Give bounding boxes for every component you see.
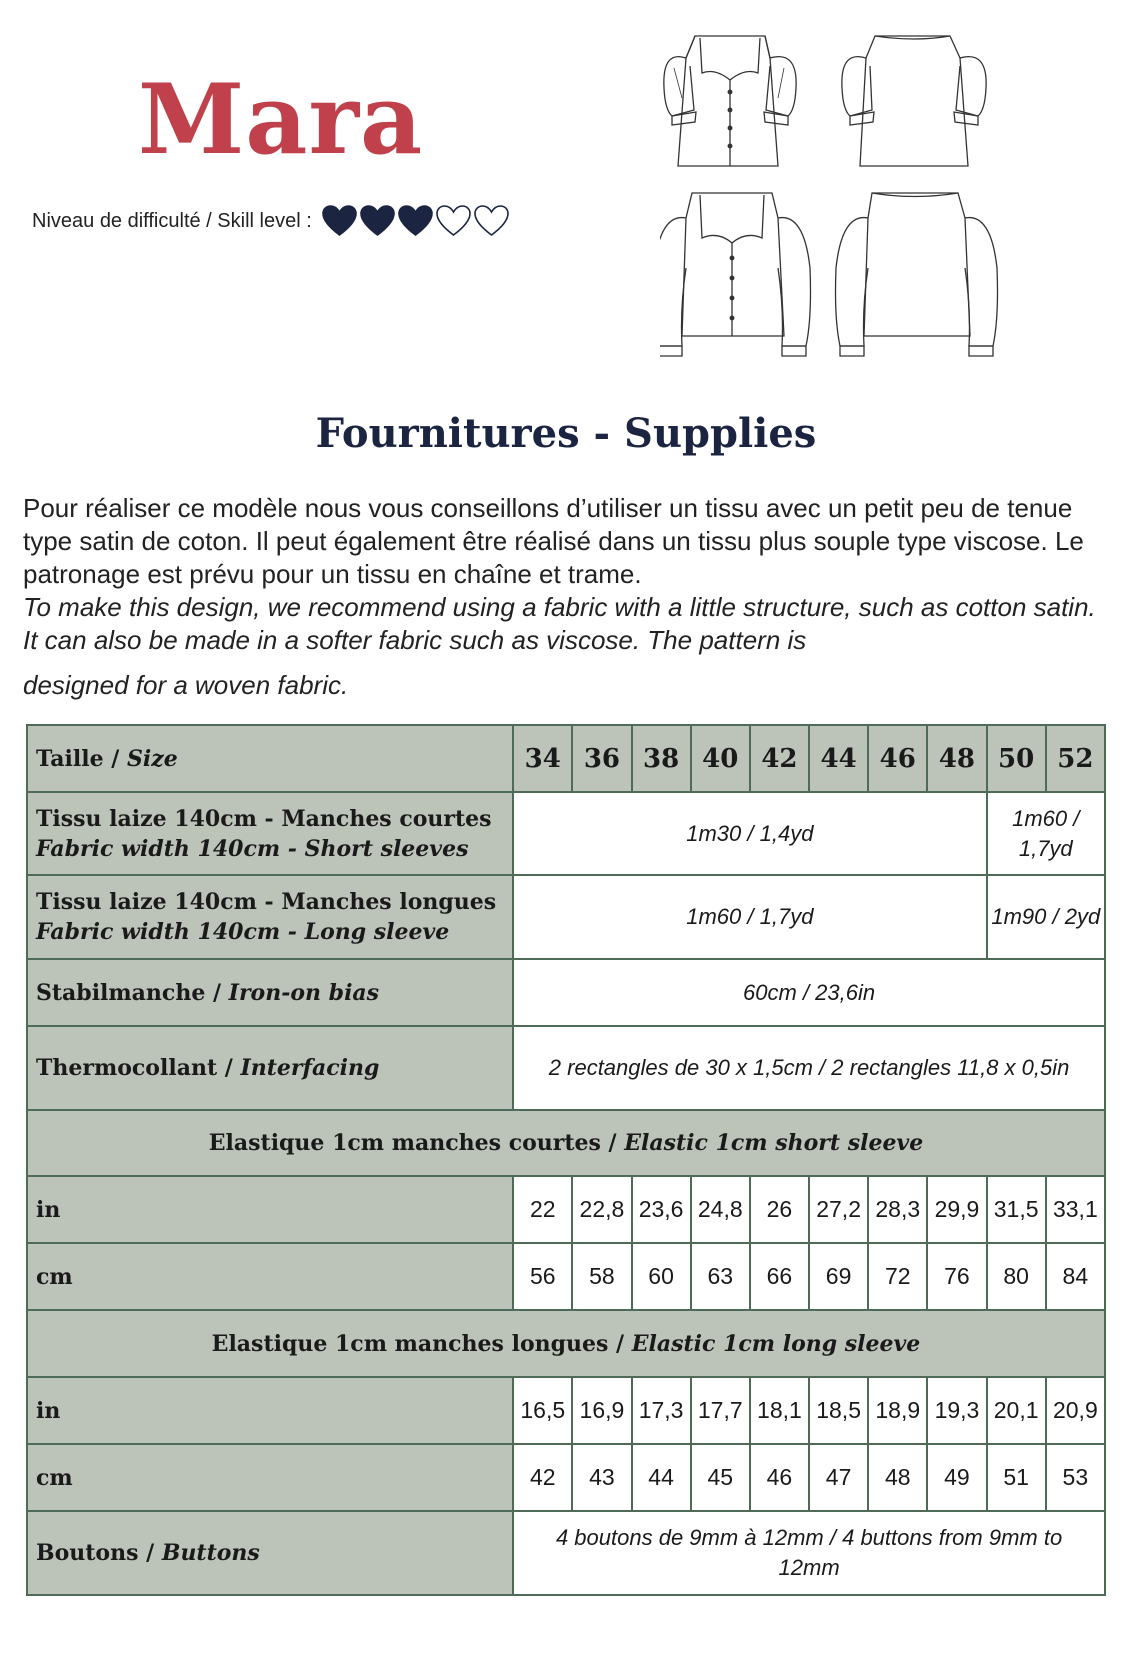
- value-cell: 49: [927, 1444, 986, 1511]
- value-cell: 42: [513, 1444, 572, 1511]
- heart-outline-icon: [474, 205, 509, 237]
- value-cell: 16,9: [572, 1377, 631, 1444]
- value-cell: 26: [750, 1176, 809, 1243]
- unit-label-cm: cm: [27, 1243, 513, 1310]
- value-cell: 22: [513, 1176, 572, 1243]
- elastic-short-heading: Elastique 1cm manches courtes / Elastic 1cm short sleeve: [27, 1110, 1105, 1176]
- heart-filled-icon: [398, 205, 433, 237]
- thermo-label: Thermocollant / Interfacing: [27, 1026, 513, 1110]
- size-cell: 52: [1046, 725, 1105, 792]
- buttons-value: 4 boutons de 9mm à 12mm / 4 buttons from 9mm to 12mm: [513, 1511, 1105, 1595]
- garment-illustrations: [660, 28, 1060, 378]
- thermo-row: [27, 1026, 1105, 1110]
- fabric-short-value-large: 1m60 / 1,7yd: [987, 792, 1105, 875]
- value-cell: 18,9: [868, 1377, 927, 1444]
- value-cell: 23,6: [632, 1176, 691, 1243]
- size-cell: 36: [572, 725, 631, 792]
- value-cell: 17,3: [632, 1377, 691, 1444]
- elastic-long-heading-row: [27, 1310, 1105, 1377]
- value-cell: 18,1: [750, 1377, 809, 1444]
- buttons-label: Boutons / Buttons: [27, 1511, 513, 1595]
- value-cell: 60: [632, 1243, 691, 1310]
- value-cell: 28,3: [868, 1176, 927, 1243]
- value-cell: 66: [750, 1243, 809, 1310]
- unit-label-in: in: [27, 1377, 513, 1444]
- fabric-long-label: Tissu laize 140cm - Manches longues Fabric width 140cm - Long sleeve: [27, 875, 513, 959]
- size-cell: 42: [750, 725, 809, 792]
- size-row: [27, 725, 1105, 792]
- size-cell: 48: [927, 725, 986, 792]
- long-sleeve-front-icon: [660, 193, 811, 356]
- elastic-short-heading-row: [27, 1110, 1105, 1176]
- value-cell: 20,9: [1046, 1377, 1105, 1444]
- supplies-heading: Fournitures - Supplies: [315, 410, 817, 457]
- value-cell: 17,7: [691, 1377, 750, 1444]
- value-cell: 69: [809, 1243, 868, 1310]
- short-sleeve-front-icon: [664, 36, 796, 166]
- fabric-short-value: 1m30 / 1,4yd: [513, 792, 986, 875]
- unit-label-cm: cm: [27, 1444, 513, 1511]
- elastic-short-in-row: [27, 1176, 1105, 1243]
- intro-english-end: designed for a woven fabric.: [23, 670, 349, 700]
- heart-filled-icon: [322, 205, 357, 237]
- fabric-long-value-large: 1m90 / 2yd: [987, 875, 1105, 959]
- size-cell: 40: [691, 725, 750, 792]
- value-cell: 84: [1046, 1243, 1105, 1310]
- skill-rating: [322, 205, 509, 237]
- value-cell: 46: [750, 1444, 809, 1511]
- long-sleeve-back-icon: [836, 193, 998, 356]
- intro-french: Pour réaliser ce modèle nous vous conseillons d’utiliser un tissu avec un petit peu de tenue type satin de coton. Il peut également être réalisé dans un tissu plus souple type viscose. Le patronage est prévu pour un tissu en chaîne et trame.: [23, 493, 1084, 589]
- skill-level: [32, 205, 509, 237]
- size-label: Taille / Size: [27, 725, 513, 792]
- value-cell: 29,9: [927, 1176, 986, 1243]
- elastic-long-in-row: [27, 1377, 1105, 1444]
- fabric-short-row: [27, 792, 1105, 875]
- elastic-short-cm-row: [27, 1243, 1105, 1310]
- value-cell: 19,3: [927, 1377, 986, 1444]
- intro-english: To make this design, we recommend using a fabric with a little structure, such as cotton satin. It can also be made in a softer fabric such as viscose. The pattern is: [23, 592, 1096, 655]
- value-cell: 51: [987, 1444, 1046, 1511]
- value-cell: 16,5: [513, 1377, 572, 1444]
- value-cell: 53: [1046, 1444, 1105, 1511]
- value-cell: 31,5: [987, 1176, 1046, 1243]
- value-cell: 48: [868, 1444, 927, 1511]
- value-cell: 43: [572, 1444, 631, 1511]
- stabil-label: Stabilmanche / Iron-on bias: [27, 959, 513, 1026]
- stabil-value: 60cm / 23,6in: [513, 959, 1105, 1026]
- value-cell: 20,1: [987, 1377, 1046, 1444]
- size-cell: 50: [987, 725, 1046, 792]
- value-cell: 45: [691, 1444, 750, 1511]
- skill-level-label: Niveau de difficulté / Skill level :: [32, 209, 312, 232]
- value-cell: 27,2: [809, 1176, 868, 1243]
- size-cell: 38: [632, 725, 691, 792]
- value-cell: 58: [572, 1243, 631, 1310]
- unit-label-in: in: [27, 1176, 513, 1243]
- value-cell: 63: [691, 1243, 750, 1310]
- buttons-row: [27, 1511, 1105, 1595]
- short-sleeve-back-icon: [842, 36, 986, 166]
- value-cell: 76: [927, 1243, 986, 1310]
- value-cell: 18,5: [809, 1377, 868, 1444]
- size-cell: 34: [513, 725, 572, 792]
- value-cell: 22,8: [572, 1176, 631, 1243]
- value-cell: 80: [987, 1243, 1046, 1310]
- page-title: Mara: [138, 63, 424, 176]
- stabil-row: [27, 959, 1105, 1026]
- intro-text: [23, 492, 1113, 702]
- supplies-table: [26, 724, 1106, 1596]
- size-cell: 44: [809, 725, 868, 792]
- thermo-value: 2 rectangles de 30 x 1,5cm / 2 rectangles 11,8 x 0,5in: [513, 1026, 1105, 1110]
- value-cell: 47: [809, 1444, 868, 1511]
- fabric-long-row: [27, 875, 1105, 959]
- value-cell: 44: [632, 1444, 691, 1511]
- elastic-long-heading: Elastique 1cm manches longues / Elastic 1cm long sleeve: [27, 1310, 1105, 1377]
- fabric-long-value: 1m60 / 1,7yd: [513, 875, 986, 959]
- elastic-long-cm-row: [27, 1444, 1105, 1511]
- value-cell: 72: [868, 1243, 927, 1310]
- value-cell: 56: [513, 1243, 572, 1310]
- size-cell: 46: [868, 725, 927, 792]
- fabric-short-label: Tissu laize 140cm - Manches courtes Fabric width 140cm - Short sleeves: [27, 792, 513, 875]
- heart-outline-icon: [436, 205, 471, 237]
- heart-filled-icon: [360, 205, 395, 237]
- value-cell: 24,8: [691, 1176, 750, 1243]
- value-cell: 33,1: [1046, 1176, 1105, 1243]
